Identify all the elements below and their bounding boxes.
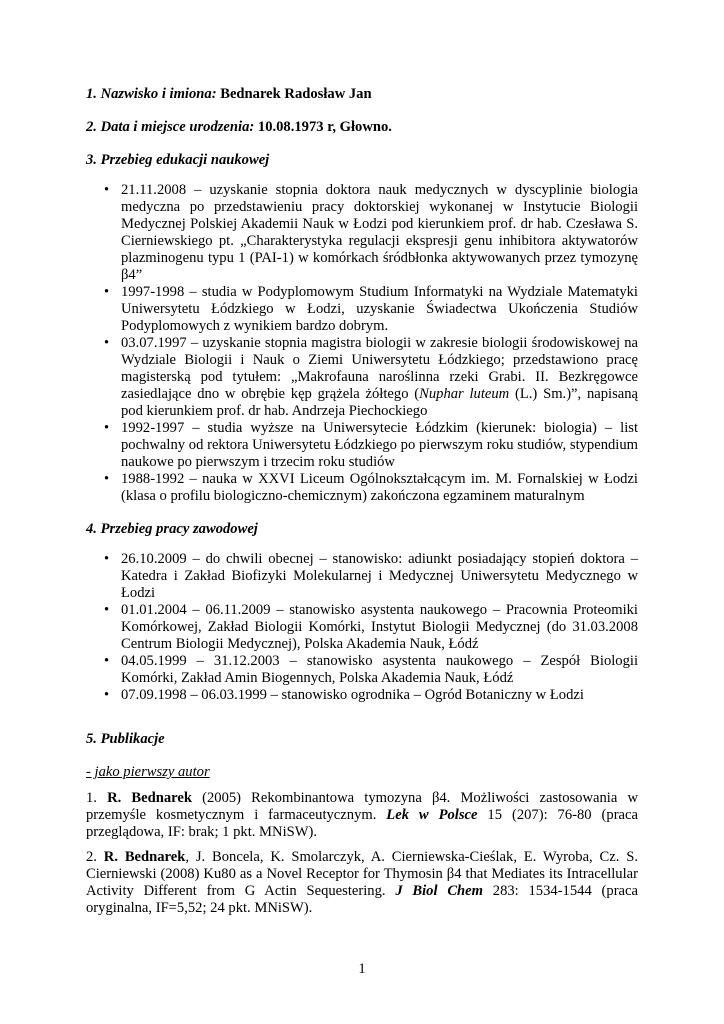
employment-item: • 01.01.2004 – 06.11.2009 – stanowisko asystenta naukowego – Pracownia Proteomiki Komórkowej, Zakład Biologii Komórki, Instytut Biologii Medycznej (do 31.03.2008 Centrum Biologii Medycznej), Polska Akademia Nauk, Łódź xyxy=(86,602,638,653)
employment-item: • 07.09.1998 – 06.03.1999 – stanowisko ogrodnika – Ogród Botaniczny w Łodzi xyxy=(86,687,638,704)
education-item: • 1988-1992 – nauka w XXVI Liceum Ogólnokształcącym im. M. Fornalskiej w Łodzi (klasa o profilu biologiczno-chemicznym) zakończona egzaminem maturalnym xyxy=(86,471,638,505)
publication-details: 15 (207): 76-80 (praca przeglądowa, IF: brak; 1 pkt. MNiSW). xyxy=(86,807,638,840)
name-value: Bednarek Radosław Jan xyxy=(220,86,372,102)
education-item xyxy=(86,335,638,420)
publication-journal: Lek w Polsce xyxy=(386,807,478,823)
publication-entry xyxy=(86,790,638,841)
section-name xyxy=(86,86,638,103)
publication-number: 1. xyxy=(86,790,97,806)
education-item-text: 03.07.1997 – uzyskanie stopnia magistra biologii w zakresie biologii środowiskowej na Wydziale Biologii i Nauk o Ziemi Uniwersytetu Łódzkiego; przedstawiono pracę magisterską pod tytułem: „Makrofauna naroślinna rzeki Grabi. II. Bezkręgowce zasiedlające dno w obrębie kęp grążela żółtego ( xyxy=(121,335,638,402)
birth-value: 10.08.1973 r, Głowno. xyxy=(257,119,392,135)
publication-details: 283: 1534-1544 (praca oryginalna, IF=5,52; 24 pkt. MNiSW). xyxy=(86,883,638,916)
name-label: 1. Nazwisko i imiona: xyxy=(86,86,217,102)
document-page xyxy=(86,86,638,925)
employment-item: • 04.05.1999 – 31.12.2003 – stanowisko asystenta naukowego – Zespół Biologii Komórki, Zakład Amin Biogennych, Polska Akademia Nauk, Łódź xyxy=(86,653,638,687)
species-name: Nuphar luteum xyxy=(419,386,510,402)
education-heading: 3. Przebieg edukacji naukowej xyxy=(86,152,270,168)
employment-list xyxy=(86,551,638,704)
page-number: 1 xyxy=(358,961,366,977)
publication-author: R. Bednarek xyxy=(107,790,192,806)
education-item: • 1992-1997 – studia wyższe na Uniwersytecie Łódzkim (kierunek: biologia) – list pochwalny od rektora Uniwersytetu Łódzkiego po pierwszym roku studiów, stypendium naukowe po pierwszym i trzecim roku studiów xyxy=(86,420,638,471)
publication-number: 2. xyxy=(86,849,97,865)
education-item: • 1997-1998 – studia w Podyplomowym Studium Informatyki na Wydziale Matematyki Uniwersytetu Łódzkiego w Łodzi, uzyskanie Świadectwa Ukończenia Studiów Podyplomowych z wynikiem bardzo dobrym. xyxy=(86,284,638,335)
publication-journal: J Biol Chem xyxy=(395,883,483,899)
publication-text: , J. Boncela, K. Smolarczyk, A. Cierniewska-Cieślak, E. Wyroba, Cz. S. Cierniewski (2008) Ku80 as a Novel Receptor for Thymosin β4 that Mediates its Intracellular Activity Different from G Actin Sequestering. xyxy=(86,849,638,899)
publication-entry xyxy=(86,849,638,917)
publications-heading: 5. Publikacje xyxy=(86,731,165,747)
employment-item: • 26.10.2009 – do chwili obecnej – stanowisko: adiunkt posiadający stopień doktora – Katedra i Zakład Biofizyki Molekularnej i Medycznej Uniwersytetu Medycznego w Łodzi xyxy=(86,551,638,602)
birth-label: 2. Data i miejsce urodzenia: xyxy=(86,119,255,135)
publication-text: (2005) Rekombinantowa tymozyna β4. Możliwości zastosowania w przemyśle kosmetycznym i farmaceutycznym. xyxy=(86,790,638,823)
education-item: • 21.11.2008 – uzyskanie stopnia doktora nauk medycznych w dyscyplinie biologia medyczna po przedstawieniu pracy doktorskiej wykonanej w Instytucie Biologii Medycznej Polskiej Akademii Nauk w Łodzi pod kierunkiem prof. dr hab. Czesława S. Cierniewskiego pt. „Charakterystyka regulacji ekspresji genu inhibitora aktywatorów plazminogenu typu 1 (PAI-1) w komórkach śródbłonka aktywowanych przez tymozynę β4” xyxy=(86,182,638,284)
section-publications xyxy=(86,731,638,917)
section-employment xyxy=(86,521,638,704)
employment-heading: 4. Przebieg pracy zawodowej xyxy=(86,521,258,537)
publication-author: R. Bednarek xyxy=(103,849,186,865)
publications-subheading: - jako pierwszy autor xyxy=(86,764,210,780)
education-list xyxy=(86,182,638,505)
education-item-text: (L.) Sm.)”, napisaną pod kierunkiem prof. dr hab. Andrzeja Piechockiego xyxy=(121,386,639,419)
section-birth xyxy=(86,119,638,136)
section-education xyxy=(86,152,638,505)
